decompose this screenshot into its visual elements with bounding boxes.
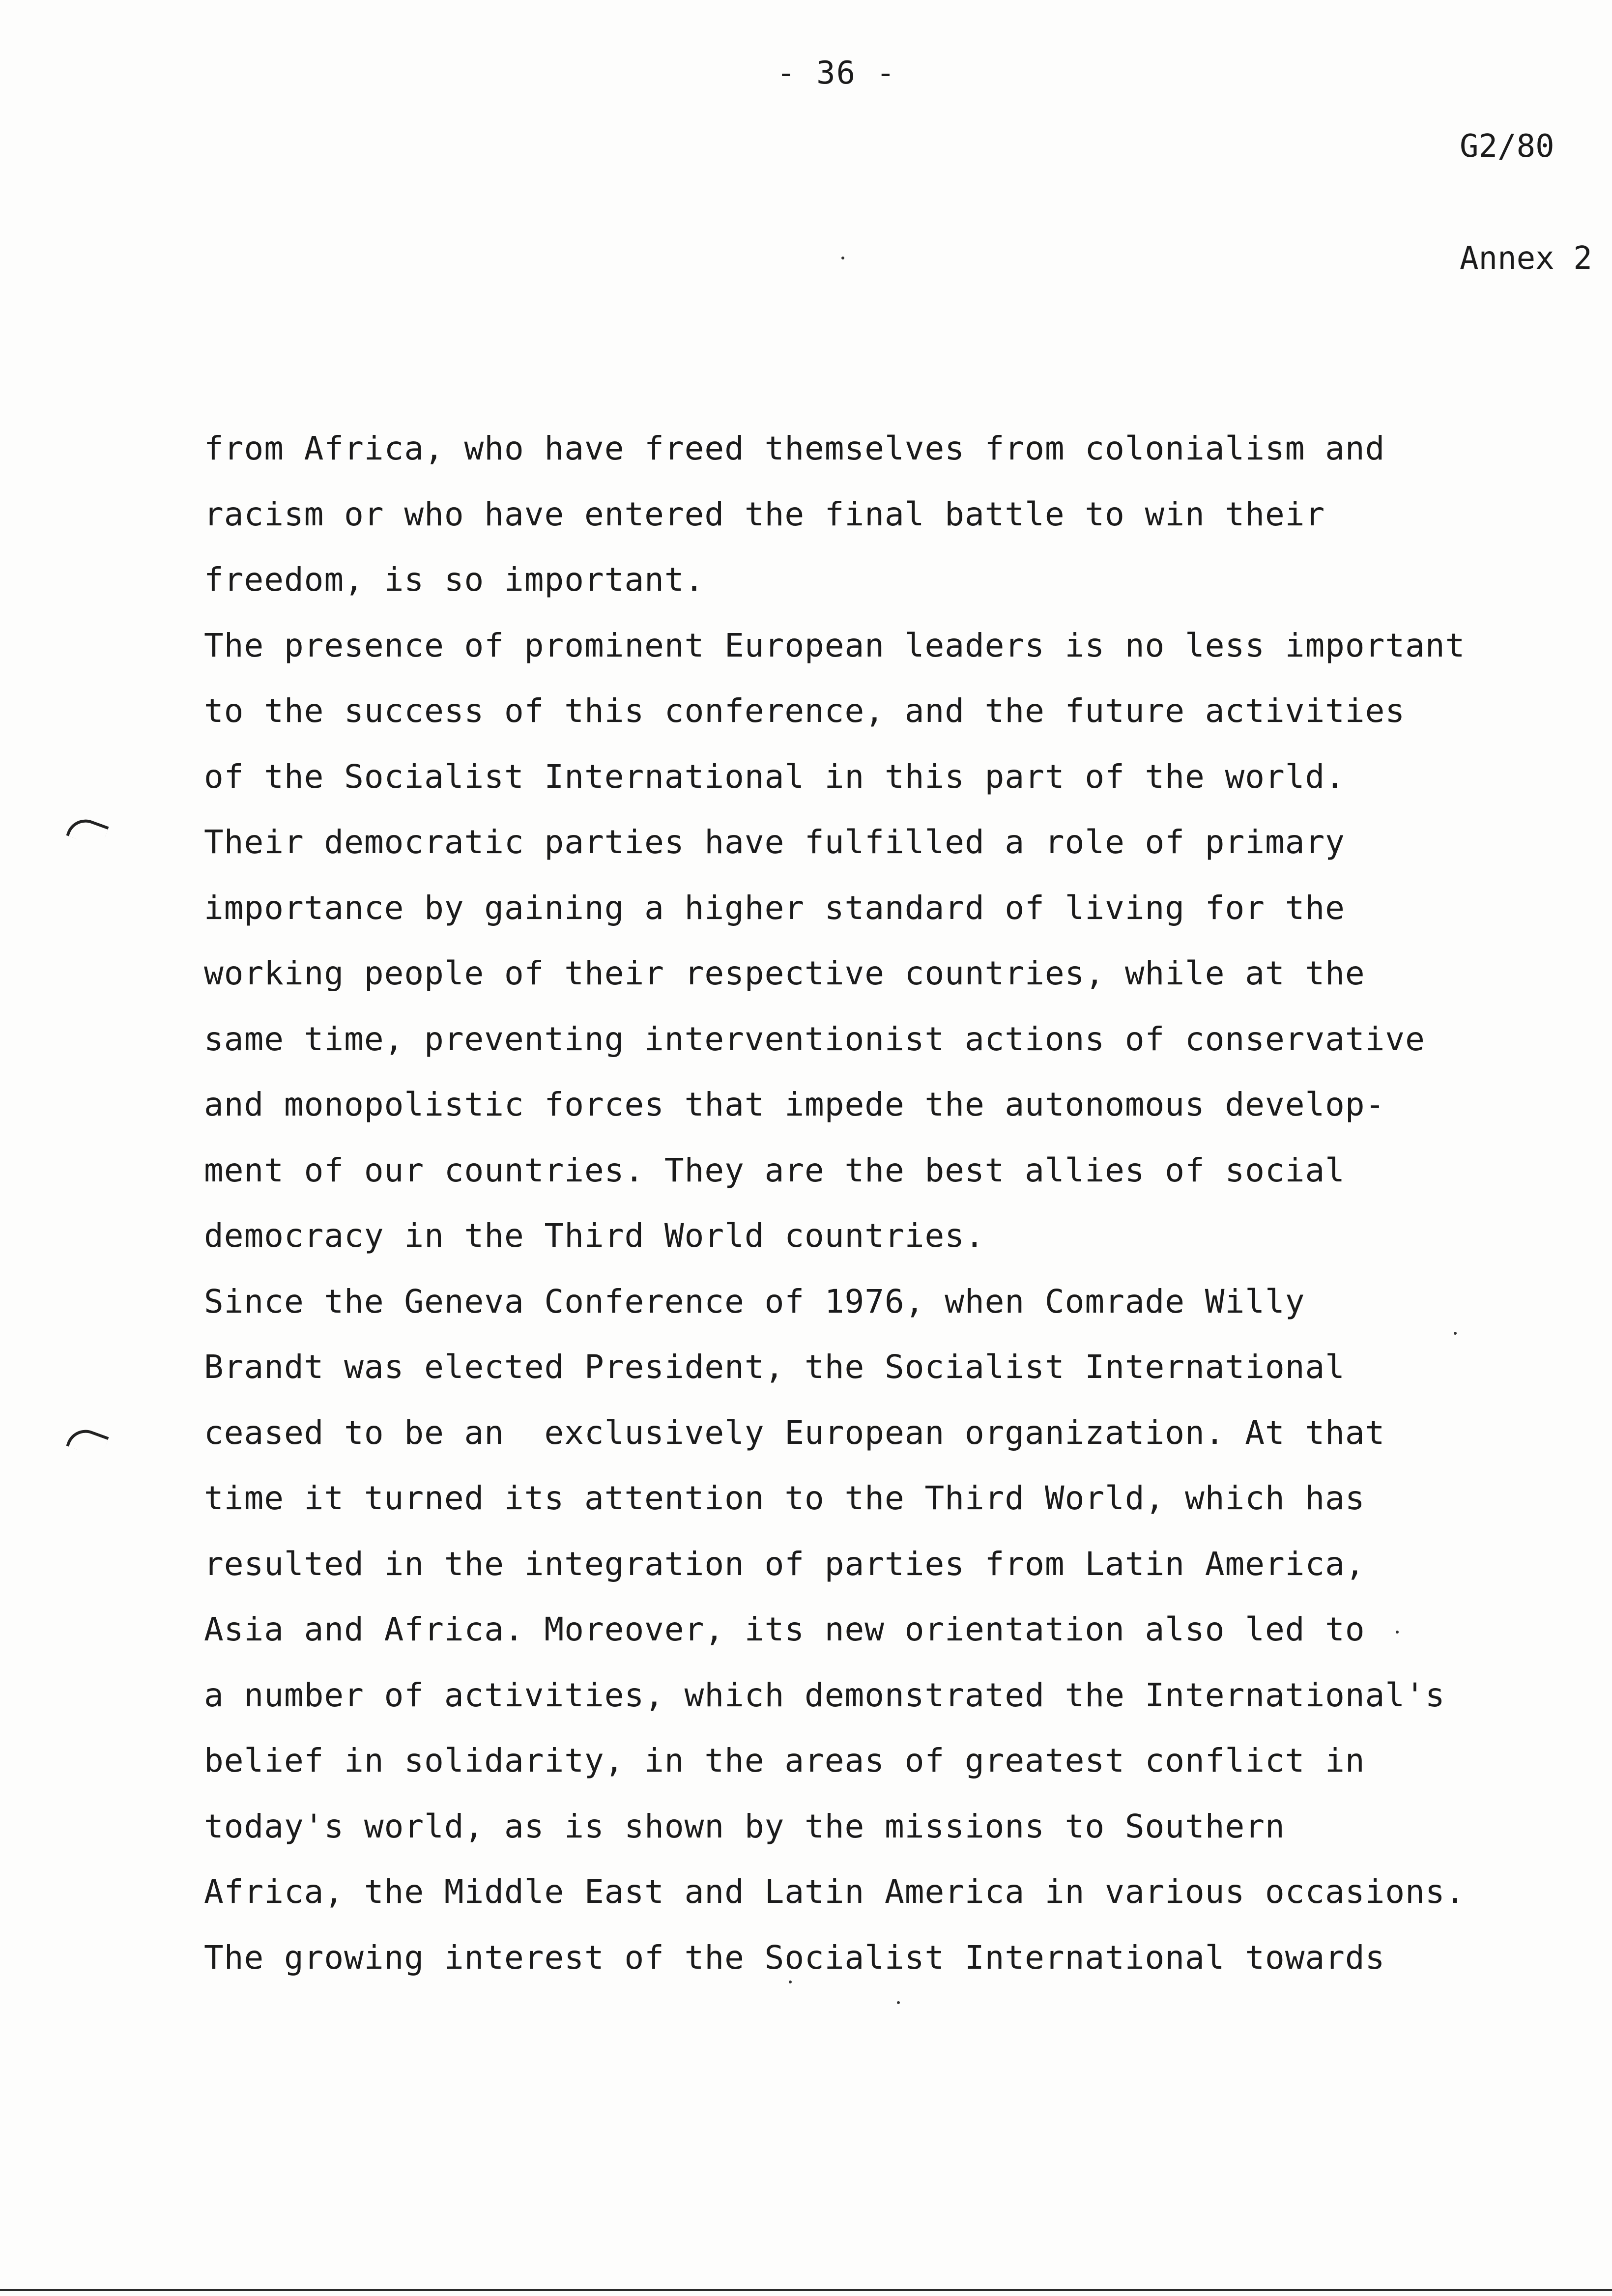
document-code: G2/80 [1460,128,1554,165]
scan-speck [897,2001,900,2004]
text-line: Africa, the Middle East and Latin America in various occasions. [204,1873,1466,1911]
text-line: democracy in the Third World countries. [204,1217,985,1255]
text-line: today's world, as is shown by the missions to Southern [204,1807,1285,1845]
text-line: The growing interest of the Socialist International towards [204,1938,1385,1977]
text-line: of the Socialist International in this part of the world. [204,757,1345,796]
text-line: time it turned its attention to the Third World, which has [204,1479,1365,1517]
text-line: belief in solidarity, in the areas of greatest conflict in [204,1742,1365,1779]
scan-speck [789,1980,792,1983]
text-line: The presence of prominent European leaders is no less important [204,626,1466,664]
margin-punch-mark [66,814,109,848]
page-number: - 36 - [777,55,896,91]
text-line: ceased to be an exclusively European organization. At that [204,1413,1385,1452]
scan-speck [1454,1332,1457,1335]
text-line: to the success of this conference, and the future activities [204,692,1406,730]
scan-speck [841,257,844,259]
text-line: Brandt was elected President, the Socialist International [204,1348,1345,1386]
text-line: working people of their respective countries, while at the [204,954,1365,992]
text-line: ment of our countries. They are the best allies of social [204,1151,1345,1189]
annex-label: Annex 2 [1460,240,1592,277]
text-line: a number of activities, which demonstrated the International's [204,1676,1445,1714]
text-line: importance by gaining a higher standard of living for the [204,889,1345,927]
text-line: from Africa, who have freed themselves from colonialism and [204,430,1385,467]
text-line: racism or who have entered the final battle to win their [204,495,1325,533]
text-line: resulted in the integration of parties from Latin America, [204,1545,1365,1583]
text-line: Asia and Africa. Moreover, its new orientation also led to [204,1610,1365,1648]
text-line: Since the Geneva Conference of 1976, when Comrade Willy [204,1282,1305,1320]
body-text [204,416,1482,1990]
bottom-scan-edge [0,2289,1612,2291]
margin-punch-mark [66,1424,109,1458]
scan-speck [1396,1631,1399,1634]
text-line: freedom, is so important. [204,561,705,599]
text-line: same time, preventing interventionist actions of conservative [204,1020,1425,1058]
text-line: and monopolistic forces that impede the autonomous develop- [204,1086,1385,1123]
document-reference [1460,53,1592,352]
text-line: Their democratic parties have fulfilled a role of primary [204,823,1345,861]
